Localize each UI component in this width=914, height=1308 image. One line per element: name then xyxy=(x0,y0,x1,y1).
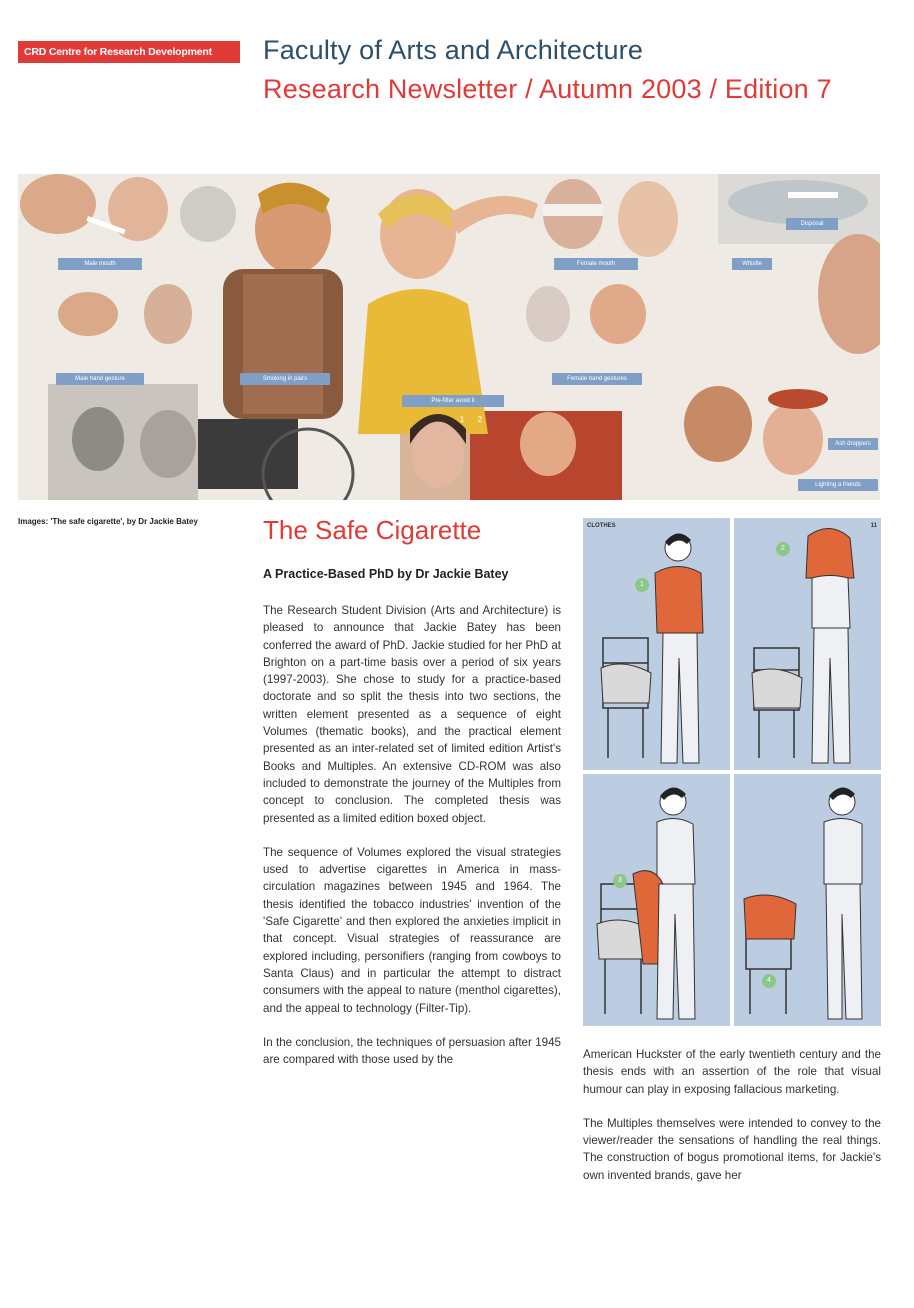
illustration-header-right: 11 xyxy=(870,523,877,529)
collage-label-whistle: Whistle xyxy=(732,258,772,270)
collage-label-disposal: Disposal xyxy=(786,218,838,230)
collage-label-ash: Ash droppers xyxy=(828,438,878,450)
paragraph: The Multiples themselves were intended to convey to the viewer/reader the sensations of handling the real things. The construction of bogus promotional items, for Jackie's own invented brands, gave her xyxy=(583,1116,881,1182)
paragraph: The sequence of Volumes explored the visual strategies used to advertise cigarettes in America in mass-circulation magazines between 1945 and 1964. The thesis identified the tobacco industries' invention of the 'Safe Cigarette' and then explored the anxieties implicit in that concept. Visual strategies of reassurance are explored including, personifiers (ranging from cowboys to Santa Claus) and in particular the attempt to distract consumers with the appeal to nature (menthol cigarettes), and the appeal to technology (Filter-Tip). xyxy=(263,845,561,1015)
illustration-panel-3 xyxy=(583,774,730,1026)
step-badge-2: 2 xyxy=(776,542,790,556)
paragraph: The Research Student Division (Arts and Architecture) is pleased to announce that Jackie Batey has been conferred the award of PhD. Jackie studied for her PhD at Brighton on a part-time basis over a period of six years (1997-2003). She chose to study for a practice-based doctorate and so split the thesis into two sections, the written element presented as a sequence of eight Volumes (thematic books), and the practical element presented as an inter-related set of limited edition Artist's Books and Multiples. An extensive CD-ROM was also included to demonstrate the journey of the Multiples from concept to conclusion. The completed thesis was presented as a limited edition boxed object. xyxy=(263,604,561,825)
paragraph: In the conclusion, the techniques of persuasion after 1945 are compared with those used by the xyxy=(263,1035,561,1067)
figure-step-2 xyxy=(734,518,881,770)
collage-label-step-1: 1 xyxy=(459,415,465,424)
faculty-title: Faculty of Arts and Architecture xyxy=(263,35,644,65)
illustration-panel-4 xyxy=(734,774,881,1026)
figure-step-1 xyxy=(583,518,730,770)
article-column-2 xyxy=(583,1046,881,1201)
illustration-panel-1 xyxy=(583,518,730,770)
step-badge-1: 1 xyxy=(635,578,649,592)
figure-step-3 xyxy=(583,774,730,1026)
article-title: The Safe Cigarette xyxy=(263,515,482,545)
collage-label-male-mouth: Male mouth xyxy=(58,258,142,270)
collage-label-male-hand: Male hand gesture xyxy=(56,373,144,385)
collage-image xyxy=(18,174,880,500)
collage-label-step-2: 2 xyxy=(477,415,483,424)
step-badge-3: 3 xyxy=(613,874,627,888)
clothes-illustration xyxy=(583,518,881,1026)
collage-label-female-mouth: Female mouth xyxy=(554,258,638,270)
collage-label-female-hand: Female hand gestures xyxy=(552,373,642,385)
article-column-1 xyxy=(263,602,561,1085)
article-subtitle: A Practice-Based PhD by Dr Jackie Batey xyxy=(263,567,509,581)
crd-badge: CRD Centre for Research Development xyxy=(18,41,240,63)
illustration-header-left: CLOTHES xyxy=(587,523,616,529)
collage-label-smoking-pairs: Smoking in pairs xyxy=(240,373,330,385)
step-badge-4: 4 xyxy=(762,974,776,988)
figure-step-4 xyxy=(734,774,881,1026)
collage-label-pre-filter: Pre-filter avoid it xyxy=(402,395,504,407)
collage-label-lighting: Lighting a friends xyxy=(798,479,878,491)
illustration-panel-2 xyxy=(734,518,881,770)
paragraph: American Huckster of the early twentieth century and the thesis ends with an assertion of the role that visual humour can play in exposing fallacious marketing. xyxy=(583,1048,881,1096)
collage-figures xyxy=(18,174,880,500)
newsletter-title: Research Newsletter / Autumn 2003 / Edition 7 xyxy=(263,74,832,104)
image-caption: Images: 'The safe cigarette', by Dr Jackie Batey xyxy=(18,517,198,526)
